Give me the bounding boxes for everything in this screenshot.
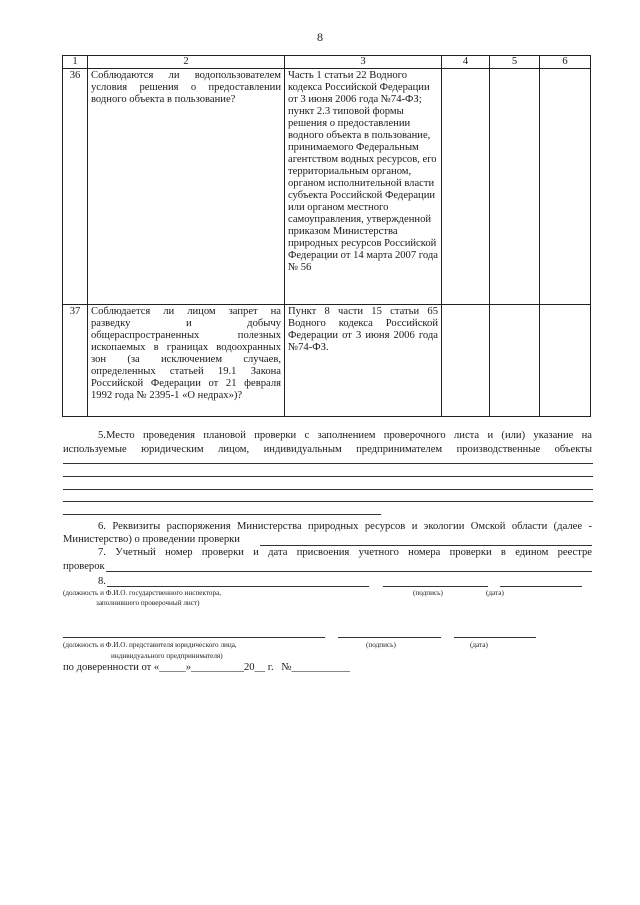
row-question: Соблюдаются ли водопользователем условия решения о предоставлении водного объекта в пользование? bbox=[88, 69, 285, 305]
row-reference: Пункт 8 части 15 статьи 65 Водного кодекса Российской Федерации от 3 июня 2006 года №74-ФЗ. bbox=[285, 305, 442, 417]
representative-caption-2: индивидуального предпринимателя) bbox=[111, 652, 223, 660]
inspector-date-line[interactable] bbox=[500, 586, 582, 587]
section6-line1: 6. Реквизиты распоряжения Министерства природных ресурсов и экологии Омской области (далее - bbox=[98, 521, 592, 532]
section5-fill-line[interactable] bbox=[63, 463, 593, 464]
section5-line1: 5.Место проведения плановой проверки с заполнением проверочного листа и (или) указание на bbox=[98, 430, 592, 441]
signature-caption: (подпись) bbox=[413, 589, 443, 597]
section5-fill-line[interactable] bbox=[63, 489, 593, 490]
row-reference: Часть 1 статьи 22 Водного кодекса Российской Федерации от 3 июня 2006 года №74-ФЗ; пункт 2.3 типовой формы решения о предоставлении водного объекта в пользование, принимаемого Федеральным агентством водных ресурсов, его территориальным органом, органом исполнительной власти субъекта Российской Федерации или органом местного самоуправления, утвержденной приказом Министерства природных ресурсов Российской Федерации от 14 марта 2007 года № 56 bbox=[285, 69, 442, 305]
table-header-cell: 4 bbox=[442, 56, 490, 69]
inspector-caption-2: заполнившего проверочный лист) bbox=[96, 599, 200, 607]
representative-signature-line[interactable] bbox=[338, 637, 441, 638]
row-question: Соблюдается ли лицом запрет на разведку и добычу общераспространенных полезных ископаемых в границах водоохранных зон (за исключением случаев, определенных статьей 19.1 Закона Российской Федерации от 21 февраля 1992 года № 2395-1 «О недрах»)? bbox=[88, 305, 285, 417]
table-header-cell: 2 bbox=[88, 56, 285, 69]
row-number: 37 bbox=[63, 305, 88, 417]
table-row bbox=[63, 69, 591, 305]
table-header-cell: 5 bbox=[490, 56, 540, 69]
section5-fill-line[interactable] bbox=[63, 501, 593, 502]
representative-date-line[interactable] bbox=[454, 637, 536, 638]
checklist-table bbox=[62, 55, 591, 417]
row-cell-5[interactable] bbox=[490, 69, 540, 305]
power-of-attorney[interactable]: по доверенности от «_____»__________20__ г. №___________ bbox=[63, 662, 350, 673]
section5-line2: используемые юридическим лицом, индивидуальным предпринимателем производственные объекты bbox=[63, 444, 592, 455]
section6-line2: Министерство) о проведении проверки bbox=[63, 534, 240, 545]
row-cell-6[interactable] bbox=[540, 69, 591, 305]
section8-label: 8. bbox=[98, 576, 106, 587]
representative-caption: (должность и Ф.И.О. представителя юридического лица, bbox=[63, 641, 237, 649]
row-cell-5[interactable] bbox=[490, 305, 540, 417]
date-caption: (дата) bbox=[486, 589, 504, 597]
table-header-cell: 6 bbox=[540, 56, 591, 69]
inspector-signature-line[interactable] bbox=[383, 586, 488, 587]
row-cell-4[interactable] bbox=[442, 305, 490, 417]
section5-fill-line[interactable] bbox=[63, 476, 593, 477]
inspector-caption: (должность и Ф.И.О. государственного инспектора, bbox=[63, 589, 222, 597]
table-row bbox=[63, 305, 591, 417]
row-number: 36 bbox=[63, 69, 88, 305]
row-cell-6[interactable] bbox=[540, 305, 591, 417]
table-header-cell: 1 bbox=[63, 56, 88, 69]
section5-fill-line[interactable] bbox=[63, 514, 381, 515]
table-header-row bbox=[63, 56, 591, 69]
table-header-cell: 3 bbox=[285, 56, 442, 69]
row-cell-4[interactable] bbox=[442, 69, 490, 305]
section7-line1: 7. Учетный номер проверки и дата присвоения учетного номера проверки в едином реестре bbox=[98, 547, 592, 558]
section7-fill-line[interactable] bbox=[106, 571, 592, 572]
representative-date-caption: (дата) bbox=[470, 641, 488, 649]
representative-signature-caption: (подпись) bbox=[366, 641, 396, 649]
page-number: 8 bbox=[317, 30, 323, 44]
representative-name-line[interactable] bbox=[63, 637, 325, 638]
inspector-name-line[interactable] bbox=[107, 586, 369, 587]
section7-line2: проверок bbox=[63, 561, 105, 572]
